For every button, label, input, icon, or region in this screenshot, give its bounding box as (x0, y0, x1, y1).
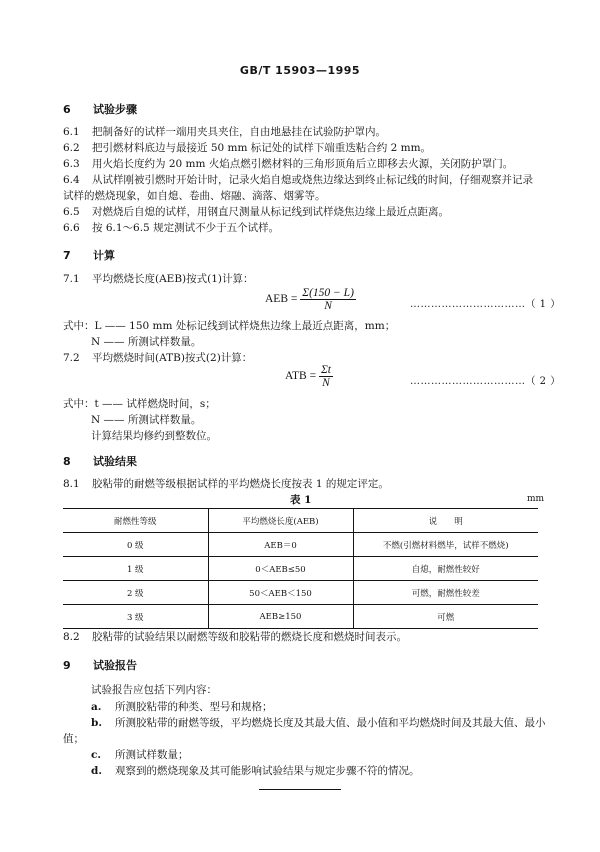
table-header-row (63, 509, 538, 533)
clause-text: 平均燃烧时间(ATB)按式(2)计算： (92, 352, 253, 364)
table-cell: 0 级 (63, 533, 208, 557)
section-number: 7 (63, 249, 71, 262)
equation-1 (265, 287, 356, 312)
clause-6-3 (63, 156, 513, 171)
clause-text: 胶粘带的耐燃等级根据试样的平均燃烧长度按表 1 的规定评定。 (92, 478, 389, 490)
where-1-line-1 (63, 318, 395, 333)
table-cell: 可燃，耐燃性较差 (353, 581, 538, 605)
rounding-note (91, 428, 217, 443)
clause-text: 平均燃烧长度(AEB)按式(1)计算： (92, 273, 254, 285)
item-label: d. (91, 765, 102, 777)
clause-number: 6.6 (63, 222, 80, 234)
leader-dots: …………………………… (410, 376, 526, 387)
item-text: 所测胶粘带的耐燃等级，平均燃烧长度及其最大值、最小值和平均燃烧时间及其最大值、最小 (115, 717, 546, 729)
clause-6-1 (63, 124, 386, 139)
equation-number: （ 1 ） (525, 299, 561, 310)
clause-text: 把引燃材料底边与最接近 50 mm 标记处的试样下端重迭粘合约 2 mm。 (92, 142, 432, 154)
end-rule (259, 789, 341, 790)
item-text: 值； (63, 733, 84, 745)
section-title: 试验报告 (93, 659, 137, 672)
clause-6-2 (63, 140, 431, 155)
table-cell: AEB＝0 (208, 533, 353, 557)
equation-denominator: N (324, 300, 332, 312)
report-intro: 试验报告应包括下列内容： (91, 684, 217, 696)
item-label: b. (91, 717, 102, 729)
note-text: 计算结果均修约到整数位。 (91, 430, 217, 442)
grade-table (63, 508, 538, 629)
table-cell: 2 级 (63, 581, 208, 605)
where-text: N —— 所测试样数量。 (91, 336, 202, 348)
equation-1-leader (410, 295, 561, 310)
where-text: L —— 150 mm 处标记线到试样烧焦边缘上最近点距离，mm； (94, 320, 396, 332)
item-text: 所测试样数量； (115, 749, 189, 761)
table-unit: mm (527, 494, 545, 504)
equation-lhs: AEB = (265, 293, 298, 306)
clause-number: 6.2 (63, 142, 80, 154)
section-title: 试验结果 (93, 455, 137, 468)
clause-text: 试样的燃烧现象，如自熄、卷曲、熔融、滴落、烟雾等。 (63, 190, 326, 202)
clause-8-2 (63, 629, 407, 644)
clause-text: 对燃烧后自熄的试样，用钢直尺测量从标记线到试样烧焦边缘上最近点距离。 (92, 206, 449, 218)
clause-7-1 (63, 271, 254, 286)
clause-text: 按 6.1～6.5 规定测试不少于五个试样。 (92, 222, 280, 234)
report-item-a (91, 699, 273, 714)
report-item-d (91, 763, 420, 778)
section-9-heading (63, 657, 137, 673)
equation-lhs: ATB = (285, 370, 317, 383)
clause-6-4 (63, 172, 533, 187)
clause-number: 8.1 (63, 478, 80, 490)
equation-fraction (319, 364, 333, 389)
clause-number: 6.3 (63, 158, 80, 170)
table-header-cell: 耐燃性等级 (63, 509, 208, 533)
equation-fraction (300, 287, 356, 312)
equation-numerator: Σ(150 − L) (302, 287, 354, 299)
clause-6-4-continued (63, 188, 326, 203)
where-1-line-2 (91, 334, 201, 349)
table-cell: 50＜AEB＜150 (208, 581, 353, 605)
section-7-heading (63, 247, 115, 263)
item-label: a. (91, 701, 102, 713)
table-cell: 0＜AEB≤50 (208, 557, 353, 581)
report-item-b (91, 715, 546, 730)
where-text: t —— 试样燃烧时间，s； (94, 398, 216, 410)
clause-text: 用火焰长度约为 20 mm 火焰点燃引燃材料的三角形顶角后立即移去火源，关闭防护罩门。 (92, 158, 514, 170)
clause-number: 6.4 (63, 174, 80, 186)
where-2-line-2 (91, 412, 201, 427)
clause-text: 从试样刚被引燃时开始计时，记录火焰自熄或烧焦边缘达到终止标记线的时间，仔细观察并记录 (92, 174, 533, 186)
table-header-cell: 说 明 (353, 509, 538, 533)
table-cell: 3 级 (63, 605, 208, 629)
equation-denominator: N (322, 377, 330, 389)
where-lead: 式中： (63, 320, 95, 332)
table-row (63, 605, 538, 629)
clause-number: 8.2 (63, 631, 80, 643)
table-cell: 可燃 (353, 605, 538, 629)
clause-8-1 (63, 476, 389, 491)
item-label: c. (91, 749, 102, 761)
section-title: 计算 (93, 249, 115, 262)
leader-dots: …………………………… (410, 299, 526, 310)
clause-number: 7.1 (63, 273, 80, 285)
equation-2 (285, 364, 333, 389)
item-text: 所测胶粘带的种类、型号和规格； (115, 701, 273, 713)
clause-text: 胶粘带的试验结果以耐燃等级和胶粘带的燃烧长度和燃烧时间表示。 (92, 631, 407, 643)
report-item-b-continued (63, 731, 84, 746)
section-title: 试验步骤 (93, 103, 137, 116)
table-row (63, 581, 538, 605)
clause-text: 把制备好的试样一端用夹具夹住，自由地悬挂在试验防护罩内。 (92, 126, 386, 138)
section-number: 9 (63, 659, 71, 672)
section-6-heading (63, 101, 137, 117)
section-number: 8 (63, 455, 71, 468)
section-number: 6 (63, 103, 71, 116)
equation-2-leader (410, 372, 561, 387)
table-header-cell: 平均燃烧长度(AEB) (208, 509, 353, 533)
table-cell: 自熄，耐燃性较好 (353, 557, 538, 581)
where-2-line-1 (63, 396, 216, 411)
clause-number: 6.5 (63, 206, 80, 218)
report-item-c (91, 747, 189, 762)
item-text: 观察到的燃烧现象及其可能影响试验结果与规定步骤不符的情况。 (115, 765, 420, 777)
equation-numerator: Σt (320, 364, 331, 376)
table-row (63, 533, 538, 557)
table-row (63, 557, 538, 581)
clause-7-2 (63, 350, 252, 365)
clause-6-5 (63, 204, 449, 219)
clause-number: 6.1 (63, 126, 80, 138)
table-caption: 表 1 (290, 494, 312, 506)
where-text: N —— 所测试样数量。 (91, 414, 202, 426)
clause-number: 7.2 (63, 352, 80, 364)
table-cell: 1 级 (63, 557, 208, 581)
section-8-heading (63, 453, 137, 469)
page-header: GB/T 15903—1995 (239, 64, 361, 77)
table-cell: AEB≥150 (208, 605, 353, 629)
where-lead: 式中： (63, 398, 95, 410)
clause-6-6 (63, 220, 279, 235)
table-cell: 不燃(引燃材料燃毕，试样不燃烧) (353, 533, 538, 557)
equation-number: （ 2 ） (525, 376, 561, 387)
